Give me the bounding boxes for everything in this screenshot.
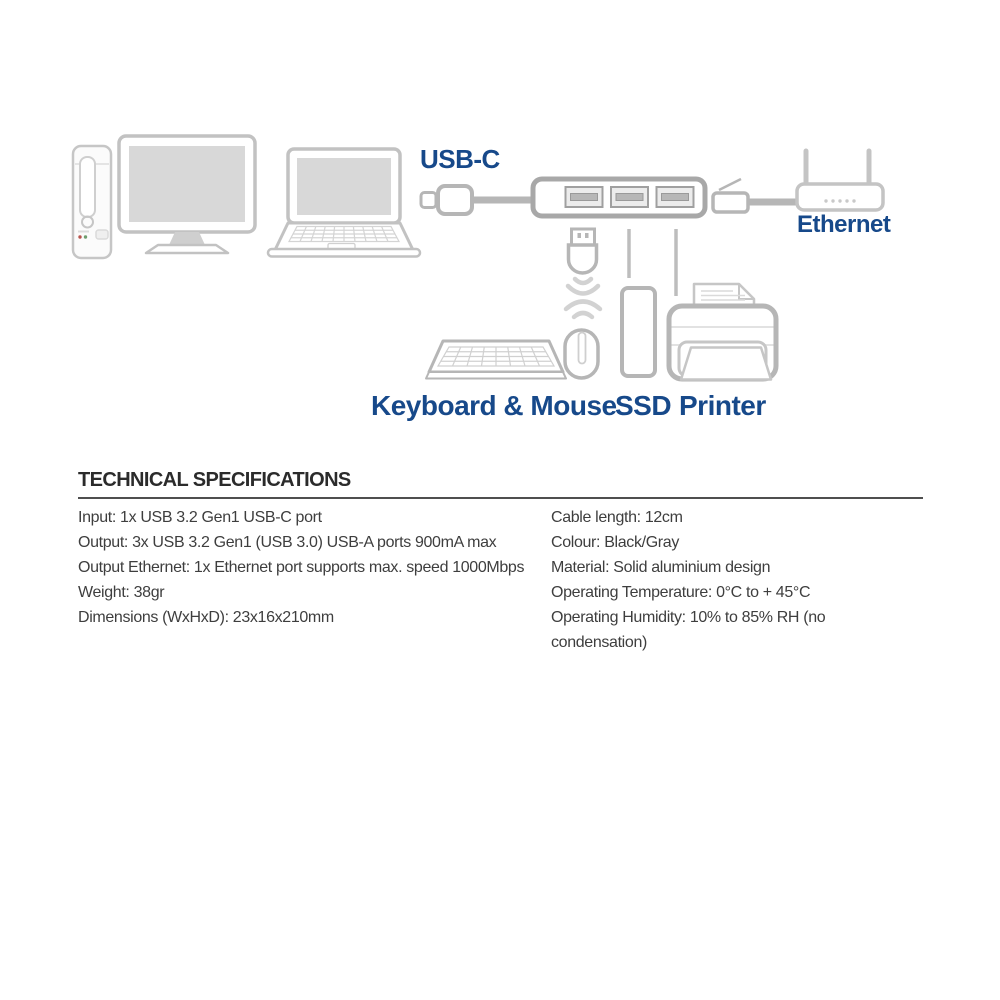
ethernet-label: Ethernet — [797, 211, 891, 238]
usb-a-port-icon — [611, 187, 648, 207]
usb-a-port-icon — [566, 187, 603, 207]
usb-dongle-icon — [569, 229, 597, 273]
spec-line: Output Ethernet: 1x Ethernet port supports max. speed 1000Mbps — [78, 559, 525, 576]
usb-a-port-icon — [657, 187, 694, 207]
spec-line: Operating Humidity: 10% to 85% RH (no condensation) — [551, 609, 826, 651]
spec-line: Colour: Black/Gray — [551, 534, 679, 551]
mouse-icon — [565, 330, 598, 378]
spec-line: Input: 1x USB 3.2 Gen1 USB-C port — [78, 509, 322, 526]
spec-line: Material: Solid aluminium design — [551, 559, 771, 576]
wireless-signal-icon — [566, 279, 600, 317]
ethernet-plug-icon — [713, 179, 800, 212]
monitor-icon — [119, 136, 255, 253]
printer-icon — [669, 284, 776, 380]
ssd-icon — [622, 288, 655, 376]
spec-line: Dimensions (WxHxD): 23x16x210mm — [78, 609, 334, 626]
specs-right-column — [551, 505, 923, 655]
heading-rule — [78, 497, 923, 499]
laptop-icon — [268, 149, 420, 257]
specs-left-column — [78, 505, 551, 655]
specs-heading: TECHNICAL SPECIFICATIONS — [78, 469, 351, 491]
spec-line: Weight: 38gr — [78, 584, 165, 601]
usb-c-label: USB-C — [420, 144, 500, 174]
technical-specifications-section — [78, 469, 923, 655]
spec-line: Output: 3x USB 3.2 Gen1 (USB 3.0) USB-A ports 900mA max — [78, 534, 497, 551]
usb-c-connector-icon — [421, 186, 534, 214]
printer-label: Printer — [679, 390, 766, 421]
usb-hub-icon — [533, 179, 705, 216]
keyboard-mouse-label: Keyboard & Mouse — [371, 390, 617, 421]
desktop-tower-icon — [73, 146, 111, 258]
ssd-label: SSD — [615, 390, 672, 421]
keyboard-icon — [426, 341, 566, 379]
spec-line: Operating Temperature: 0°C to + 45°C — [551, 584, 811, 601]
spec-line: Cable length: 12cm — [551, 509, 683, 526]
router-icon — [797, 151, 883, 210]
